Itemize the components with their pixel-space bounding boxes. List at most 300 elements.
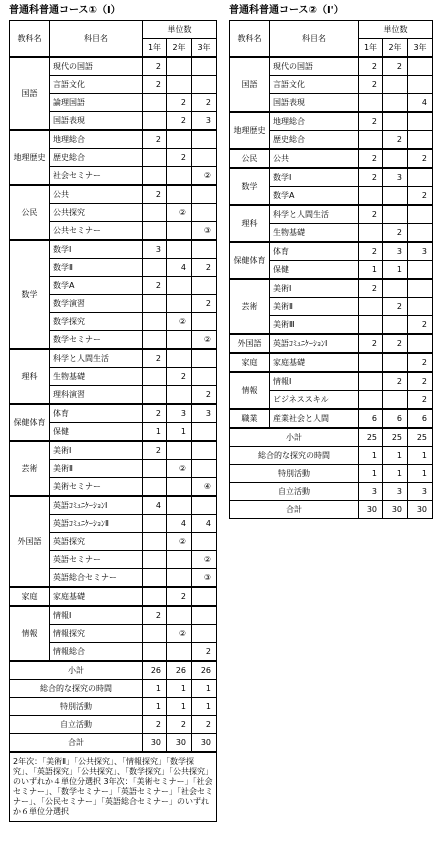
subject-cell: 生物基礎 [50,368,143,386]
subject-cell: 国語表現 [50,112,143,131]
header-units: 単位数 [143,21,217,39]
units-y2-cell: 3 [167,404,192,423]
subject-cell: 現代の国語 [270,57,359,76]
subject-cell: 美術Ⅰ [50,441,143,460]
summary-y2: 1 [383,447,408,465]
units-y1-cell [359,131,383,150]
units-y1-cell [143,331,167,350]
summary-label: 自立活動 [230,483,359,501]
summary-y1: 1 [143,698,167,716]
summary-y2: 26 [167,661,192,680]
units-y3-cell [408,298,433,316]
units-y3-cell [408,57,433,76]
subject-cell: 英語ｺﾐｭﾆｹｰｼｮﾝⅡ [50,515,143,533]
units-y3-cell [192,57,217,76]
units-y3-cell: 2 [408,353,433,372]
subject-cell: 数学A [50,277,143,295]
units-y1-cell [359,316,383,335]
summary-y1: 26 [143,661,167,680]
header-subject-group: 教科名 [230,21,270,58]
units-y2-cell: ② [167,625,192,643]
units-y2-cell: 2 [383,57,408,76]
subject-cell: 家庭基礎 [50,587,143,606]
units-y1-cell: 2 [143,76,167,94]
subject-cell: 科学と人間生活 [50,349,143,368]
summary-y2: 30 [167,734,192,753]
selection-note: 2年次：「美術Ⅱ」「公共探究」、「情報探究」「数学探究」、「英語探究」「公共探究」、「数学探究」「公共探究」のいずれか４単位分選択 3年次：「美術セミナー」「社会セミナー」、「数学セミナー」「英語セミナー」「社会セミナー」、「公民セミナー」「英語総合セミナー」のいずれか６単位分選択 [10,752,217,822]
table-row [230,205,433,224]
note-row [10,752,217,822]
summary-label: 特別活動 [10,698,143,716]
units-y3-cell: 6 [408,409,433,428]
table-row [10,606,217,625]
subject-cell: 現代の国語 [50,57,143,76]
units-y3-cell: 2 [408,316,433,335]
subject-cell: 産業社会と人間 [270,409,359,428]
subject-cell: 英語セミナー [50,551,143,569]
units-y1-cell [143,533,167,551]
subject-cell: 情報Ⅰ [270,372,359,391]
units-y1-cell: 2 [359,112,383,131]
subject-cell: 体育 [50,404,143,423]
units-y2-cell [383,149,408,168]
subject-cell: 地理総合 [50,130,143,149]
units-y2-cell: 2 [167,368,192,386]
units-y2-cell [383,353,408,372]
subject-group-cell: 保健体育 [230,242,270,279]
units-y1-cell [359,372,383,391]
units-y2-cell [167,331,192,350]
summary-row [230,465,433,483]
subject-cell: 数学Ⅰ [50,240,143,259]
right-curriculum-table [229,20,433,519]
subject-cell: 数学探究 [50,313,143,331]
units-y1-cell [143,569,167,588]
units-y2-cell: ② [167,460,192,478]
units-y1-cell: 2 [143,349,167,368]
table-row [230,409,433,428]
subject-cell: 美術セミナー [50,478,143,497]
table-row [10,441,217,460]
units-y1-cell [143,551,167,569]
units-y1-cell [143,259,167,277]
units-y1-cell: 2 [143,130,167,149]
units-y1-cell [143,515,167,533]
units-y2-cell [383,316,408,335]
subject-cell: 地理総合 [270,112,359,131]
units-y2-cell [167,606,192,625]
units-y1-cell [143,94,167,112]
summary-row [230,501,433,519]
subject-cell: 情報総合 [50,643,143,662]
units-y3-cell: 2 [408,187,433,206]
units-y3-cell: ③ [192,569,217,588]
header-subject-group: 教科名 [10,21,50,58]
units-y3-cell: 2 [192,259,217,277]
units-y2-cell [167,57,192,76]
summary-label: 合計 [230,501,359,519]
units-y1-cell [143,460,167,478]
units-y1-cell [143,625,167,643]
units-y3-cell [408,205,433,224]
units-y3-cell [192,625,217,643]
summary-y3: 26 [192,661,217,680]
units-y1-cell [143,112,167,131]
summary-y2: 2 [167,716,192,734]
units-y3-cell [192,76,217,94]
subject-cell: 美術Ⅱ [50,460,143,478]
units-y3-cell: 2 [192,386,217,405]
units-y1-cell: 2 [143,404,167,423]
subject-group-cell: 地理歴史 [10,130,50,185]
subject-group-cell: 職業 [230,409,270,428]
summary-y1: 30 [143,734,167,753]
units-y2-cell: 2 [383,334,408,353]
units-y3-cell [192,349,217,368]
units-y3-cell [192,185,217,204]
summary-y3: 30 [408,501,433,519]
left-table-title: 普通科普通コース①（Ⅰ） [9,5,121,16]
header-year-y3: 3年 [408,39,433,58]
summary-label: 小計 [230,428,359,447]
units-y1-cell: 2 [359,334,383,353]
units-y2-cell [383,112,408,131]
subject-group-cell: 家庭 [230,353,270,372]
subject-cell: 情報Ⅰ [50,606,143,625]
summary-y1: 1 [359,447,383,465]
summary-y3: 1 [192,680,217,698]
units-y1-cell [143,167,167,186]
table-row [10,130,217,149]
table-row [230,149,433,168]
summary-y1: 2 [143,716,167,734]
subject-cell: 公共 [50,185,143,204]
units-y2-cell: 6 [383,409,408,428]
summary-y3: 1 [192,698,217,716]
units-y1-cell [143,313,167,331]
units-y2-cell [167,222,192,241]
units-y2-cell [167,76,192,94]
units-y2-cell [167,551,192,569]
summary-row [230,447,433,465]
subject-cell: 歴史総合 [270,131,359,150]
summary-y1: 30 [359,501,383,519]
units-y1-cell: 2 [143,185,167,204]
units-y3-cell [192,204,217,222]
units-y1-cell [143,386,167,405]
summary-label: 総合的な探究の時間 [10,680,143,698]
units-y3-cell: 2 [408,391,433,410]
units-y1-cell [359,94,383,113]
subject-group-cell: 数学 [10,240,50,349]
units-y1-cell: 6 [359,409,383,428]
summary-y1: 1 [143,680,167,698]
subject-group-cell: 家庭 [10,587,50,606]
header-year-y2: 2年 [167,39,192,58]
subject-cell: 英語ｺﾐｭﾆｹｰｼｮﾝⅠ [50,496,143,515]
units-y2-cell [167,386,192,405]
table-row [10,185,217,204]
units-y2-cell [167,185,192,204]
table-row [230,57,433,76]
units-y2-cell [167,130,192,149]
units-y2-cell [167,349,192,368]
summary-label: 合計 [10,734,143,753]
units-y3-cell [192,240,217,259]
subject-cell: 数学Ⅱ [50,259,143,277]
units-y1-cell: 4 [143,496,167,515]
units-y2-cell [167,643,192,662]
subject-cell: 数学A [270,187,359,206]
subject-cell: 体育 [270,242,359,261]
table-row [230,168,433,187]
header-units: 単位数 [359,21,433,39]
units-y3-cell: ② [192,551,217,569]
table-row [10,240,217,259]
units-y2-cell: 3 [383,242,408,261]
subject-group-cell: 国語 [10,57,50,130]
summary-y2: 1 [167,680,192,698]
summary-label: 特別活動 [230,465,359,483]
header-year-y1: 1年 [143,39,167,58]
units-y3-cell: 3 [192,404,217,423]
units-y1-cell [143,204,167,222]
subject-group-cell: 情報 [10,606,50,661]
units-y2-cell: ② [167,313,192,331]
units-y3-cell [192,368,217,386]
units-y1-cell [143,368,167,386]
subject-cell: 英語総合セミナー [50,569,143,588]
units-y1-cell: 2 [359,168,383,187]
table-row [230,242,433,261]
units-y3-cell: 4 [408,94,433,113]
header-year-y3: 3年 [192,39,217,58]
subject-cell: 数学演習 [50,295,143,313]
units-y3-cell [408,131,433,150]
units-y1-cell: 2 [359,279,383,298]
units-y1-cell: 2 [143,606,167,625]
units-y2-cell: 1 [167,423,192,442]
units-y1-cell: 2 [359,205,383,224]
subject-group-cell: 情報 [230,372,270,409]
units-y1-cell: 2 [359,76,383,94]
left-curriculum-table [9,20,217,822]
units-y2-cell [167,496,192,515]
units-y1-cell: 2 [359,57,383,76]
subject-group-cell: 理科 [10,349,50,404]
subject-cell: 情報探究 [50,625,143,643]
subject-cell: 言語文化 [270,76,359,94]
header-subject: 科目名 [50,21,143,58]
units-y2-cell [167,295,192,313]
table-row [10,404,217,423]
units-y3-cell: 2 [192,643,217,662]
subject-cell: 家庭基礎 [270,353,359,372]
units-y1-cell [359,391,383,410]
header-year-y1: 1年 [359,39,383,58]
units-y3-cell [192,149,217,167]
units-y2-cell [383,187,408,206]
units-y3-cell: ② [192,331,217,350]
units-y2-cell: 2 [167,94,192,112]
summary-y3: 2 [192,716,217,734]
units-y3-cell [408,112,433,131]
units-y3-cell [192,441,217,460]
units-y2-cell [383,76,408,94]
units-y2-cell: 2 [383,131,408,150]
table-row [230,279,433,298]
summary-row [10,661,217,680]
subject-cell: 生物基礎 [270,224,359,243]
summary-y1: 1 [359,465,383,483]
table-row [230,112,433,131]
units-y1-cell: 2 [143,277,167,295]
units-y3-cell [408,168,433,187]
summary-y2: 25 [383,428,408,447]
units-y3-cell: 3 [408,242,433,261]
header-row [10,21,217,39]
subject-cell: 美術Ⅱ [270,298,359,316]
summary-label: 小計 [10,661,143,680]
units-y2-cell: 4 [167,259,192,277]
units-y3-cell [192,313,217,331]
units-y2-cell [167,167,192,186]
subject-cell: 英語ｺﾐｭﾆｹｰｼｮﾝⅠ [270,334,359,353]
units-y3-cell [408,224,433,243]
summary-y2: 30 [383,501,408,519]
subject-cell: 公共セミナー [50,222,143,241]
subject-group-cell: 公民 [230,149,270,168]
subject-group-cell: 数学 [230,168,270,205]
units-y1-cell: 2 [143,441,167,460]
units-y3-cell [408,261,433,280]
units-y3-cell: 2 [192,295,217,313]
table-row [10,587,217,606]
summary-y3: 1 [408,465,433,483]
subject-cell: 科学と人間生活 [270,205,359,224]
units-y3-cell [192,460,217,478]
summary-y3: 1 [408,447,433,465]
units-y3-cell: 4 [192,515,217,533]
units-y1-cell [143,295,167,313]
units-y1-cell [143,478,167,497]
units-y3-cell [408,76,433,94]
subject-group-cell: 保健体育 [10,404,50,441]
subject-cell: 論理国語 [50,94,143,112]
subject-group-cell: 外国語 [230,334,270,353]
units-y3-cell: 2 [192,94,217,112]
units-y2-cell [383,279,408,298]
units-y3-cell [192,496,217,515]
header-row [230,21,433,39]
summary-row [10,698,217,716]
units-y1-cell: 2 [359,149,383,168]
units-y2-cell [383,205,408,224]
units-y3-cell: ③ [192,222,217,241]
summary-y1: 3 [359,483,383,501]
subject-group-cell: 外国語 [10,496,50,587]
summary-y3: 25 [408,428,433,447]
subject-group-cell: 芸術 [230,279,270,334]
subject-cell: 公共探究 [50,204,143,222]
subject-cell: 英語探究 [50,533,143,551]
units-y2-cell: 2 [167,112,192,131]
units-y2-cell: 2 [383,224,408,243]
subject-cell: 数学Ⅰ [270,168,359,187]
table-row [10,349,217,368]
subject-group-cell: 国語 [230,57,270,112]
units-y2-cell: 2 [167,587,192,606]
units-y1-cell: 2 [359,242,383,261]
summary-y3: 3 [408,483,433,501]
table-row [10,496,217,515]
summary-label: 自立活動 [10,716,143,734]
summary-y1: 25 [359,428,383,447]
units-y2-cell: 2 [383,372,408,391]
units-y2-cell [167,478,192,497]
units-y3-cell [192,130,217,149]
units-y3-cell: 2 [408,149,433,168]
table-row [10,57,217,76]
units-y1-cell: 1 [143,423,167,442]
summary-row [10,716,217,734]
units-y3-cell [408,334,433,353]
subject-cell: 美術Ⅲ [270,316,359,335]
units-y1-cell: 2 [143,57,167,76]
header-subject: 科目名 [270,21,359,58]
units-y1-cell [359,353,383,372]
units-y1-cell [143,643,167,662]
table-row [230,334,433,353]
units-y2-cell [167,240,192,259]
summary-row [230,428,433,447]
subject-cell: 国語表現 [270,94,359,113]
subject-group-cell: 公民 [10,185,50,240]
units-y3-cell [192,423,217,442]
summary-y2: 3 [383,483,408,501]
units-y1-cell: 3 [143,240,167,259]
subject-cell: 言語文化 [50,76,143,94]
table-row [230,353,433,372]
summary-row [230,483,433,501]
subject-group-cell: 芸術 [10,441,50,496]
units-y2-cell: ② [167,204,192,222]
subject-cell: 保健 [50,423,143,442]
units-y1-cell [359,298,383,316]
units-y2-cell: 1 [383,261,408,280]
units-y1-cell [143,149,167,167]
units-y2-cell [383,391,408,410]
summary-y2: 1 [383,465,408,483]
subject-cell: 社会セミナー [50,167,143,186]
units-y2-cell: 3 [383,168,408,187]
subject-cell: 保健 [270,261,359,280]
units-y2-cell [383,94,408,113]
summary-row [10,680,217,698]
subject-cell: 歴史総合 [50,149,143,167]
units-y3-cell [192,277,217,295]
units-y2-cell: 4 [167,515,192,533]
summary-label: 総合的な探究の時間 [230,447,359,465]
subject-group-cell: 理科 [230,205,270,242]
summary-row [10,734,217,753]
subject-cell: ビジネススキル [270,391,359,410]
units-y2-cell [167,277,192,295]
units-y3-cell: ④ [192,478,217,497]
subject-cell: 数学セミナー [50,331,143,350]
header-year-y2: 2年 [383,39,408,58]
units-y3-cell [192,587,217,606]
